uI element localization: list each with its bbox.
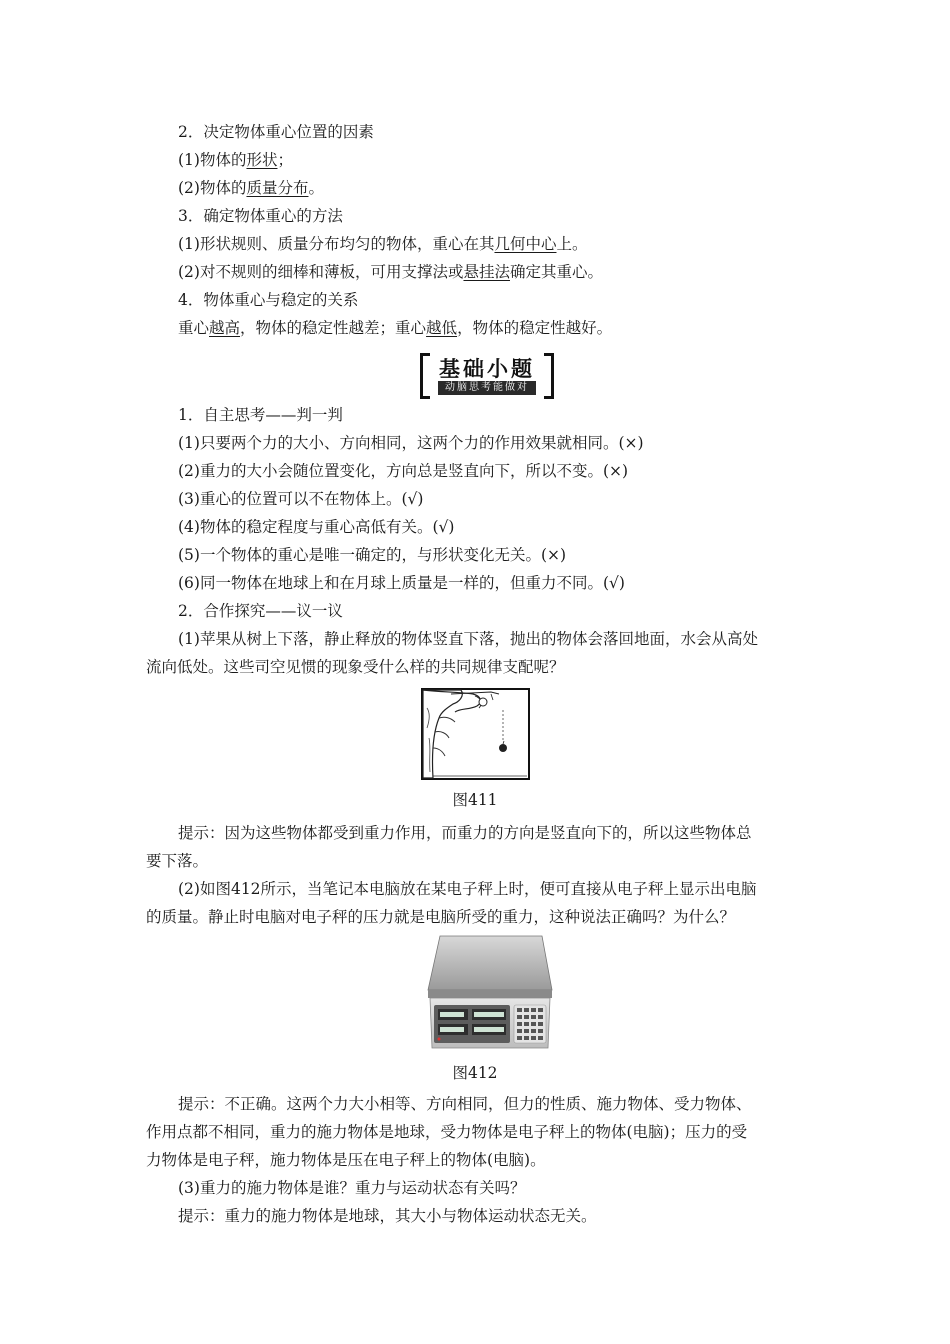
text: (2)物体的 xyxy=(178,179,247,197)
text: ，物体的稳定性越好。 xyxy=(457,319,613,337)
q1-item-3: (3)重心的位置可以不在物体上。(√) xyxy=(178,490,424,508)
text: ，物体的稳定性越差；重心 xyxy=(240,319,427,337)
hint-1-line-2: 要下落。 xyxy=(146,852,209,870)
answer-blank: 几何中心 xyxy=(494,235,557,253)
answer-blank: 越高 xyxy=(209,319,241,337)
section-3-item-1 xyxy=(178,234,588,254)
section-3-title: 3．确定物体重心的方法 xyxy=(178,207,343,225)
text: (1)物体的 xyxy=(178,151,247,169)
answer-blank: 悬挂法 xyxy=(463,263,510,281)
banner-title: 基础小题 xyxy=(439,357,535,381)
q2-3: (3)重力的施力物体是谁？重力与运动状态有关吗？ xyxy=(178,1179,526,1197)
text: 。 xyxy=(308,179,324,197)
answer-blank: 形状 xyxy=(246,151,278,169)
electronic-scale-figure xyxy=(426,934,554,1053)
apple-tree-figure xyxy=(421,688,530,780)
q2-title: 2．合作探究——议一议 xyxy=(178,602,343,620)
q2-2-line-1: (2)如图412所示，当笔记本电脑放在某电子秤上时，便可直接从电子秤上显示出电脑 xyxy=(178,880,757,898)
hint-2-line-3: 力物体是电子秤，施力物体是压在电子秤上的物体(电脑)。 xyxy=(146,1151,546,1169)
hint-1-line-1: 提示：因为这些物体都受到重力作用，而重力的方向是竖直向下的，所以这些物体总 xyxy=(178,824,752,842)
q1-item-6: (6)同一物体在地球上和在月球上质量是一样的，但重力不同。(√) xyxy=(178,574,625,592)
hint-2-line-2: 作用点都不相同，重力的施力物体是地球，受力物体是电子秤上的物体(电脑)；压力的受 xyxy=(146,1123,748,1141)
figure-2-caption: 图412 xyxy=(452,1064,498,1082)
section-2-item-1 xyxy=(178,150,293,170)
q2-1-line-1: (1)苹果从树上下落，静止释放的物体竖直下落，抛出的物体会落回地面，水会从高处 xyxy=(178,630,758,648)
hint-2-line-1: 提示：不正确。这两个力大小相等、方向相同，但力的性质、施力物体、受力物体、 xyxy=(178,1095,752,1113)
q1-item-2: (2)重力的大小会随位置变化，方向总是竖直向下，所以不变。(×) xyxy=(178,462,629,480)
text: (1)形状规则、质量分布均匀的物体，重心在其 xyxy=(178,235,495,253)
q1-item-5: (5)一个物体的重心是唯一确定的，与形状变化无关。(×) xyxy=(178,546,567,564)
text: 重心 xyxy=(178,319,210,337)
text: 确定其重心。 xyxy=(509,263,603,281)
hint-3: 提示：重力的施力物体是地球，其大小与物体运动状态无关。 xyxy=(178,1207,597,1225)
q1-item-1: (1)只要两个力的大小、方向相同，这两个力的作用效果就相同。(×) xyxy=(178,434,644,452)
q1-item-4: (4)物体的稳定程度与重心高低有关。(√) xyxy=(178,518,455,536)
section-2-item-2 xyxy=(178,178,324,198)
q2-2-line-2: 的质量。静止时电脑对电子秤的压力就是电脑所受的重力，这种说法正确吗？为什么？ xyxy=(146,908,736,926)
q1-title: 1．自主思考——判一判 xyxy=(178,406,343,424)
section-2-title: 2．决定物体重心位置的因素 xyxy=(178,123,374,141)
section-banner xyxy=(420,351,554,397)
section-4-answer xyxy=(178,318,612,338)
answer-blank: 质量分布 xyxy=(246,179,309,197)
answer-blank: 越低 xyxy=(426,319,458,337)
section-3-item-2 xyxy=(178,262,603,282)
text: ； xyxy=(277,151,293,169)
section-4-title: 4．物体重心与稳定的关系 xyxy=(178,291,359,309)
q2-1-line-2: 流向低处。这些司空见惯的现象受什么样的共同规律支配呢？ xyxy=(146,658,565,676)
text: 上。 xyxy=(556,235,588,253)
figure-1-caption: 图411 xyxy=(452,791,498,809)
banner-subtitle: 动脑思考能做对 xyxy=(438,381,536,395)
text: (2)对不规则的细棒和薄板，可用支撑法或 xyxy=(178,263,464,281)
